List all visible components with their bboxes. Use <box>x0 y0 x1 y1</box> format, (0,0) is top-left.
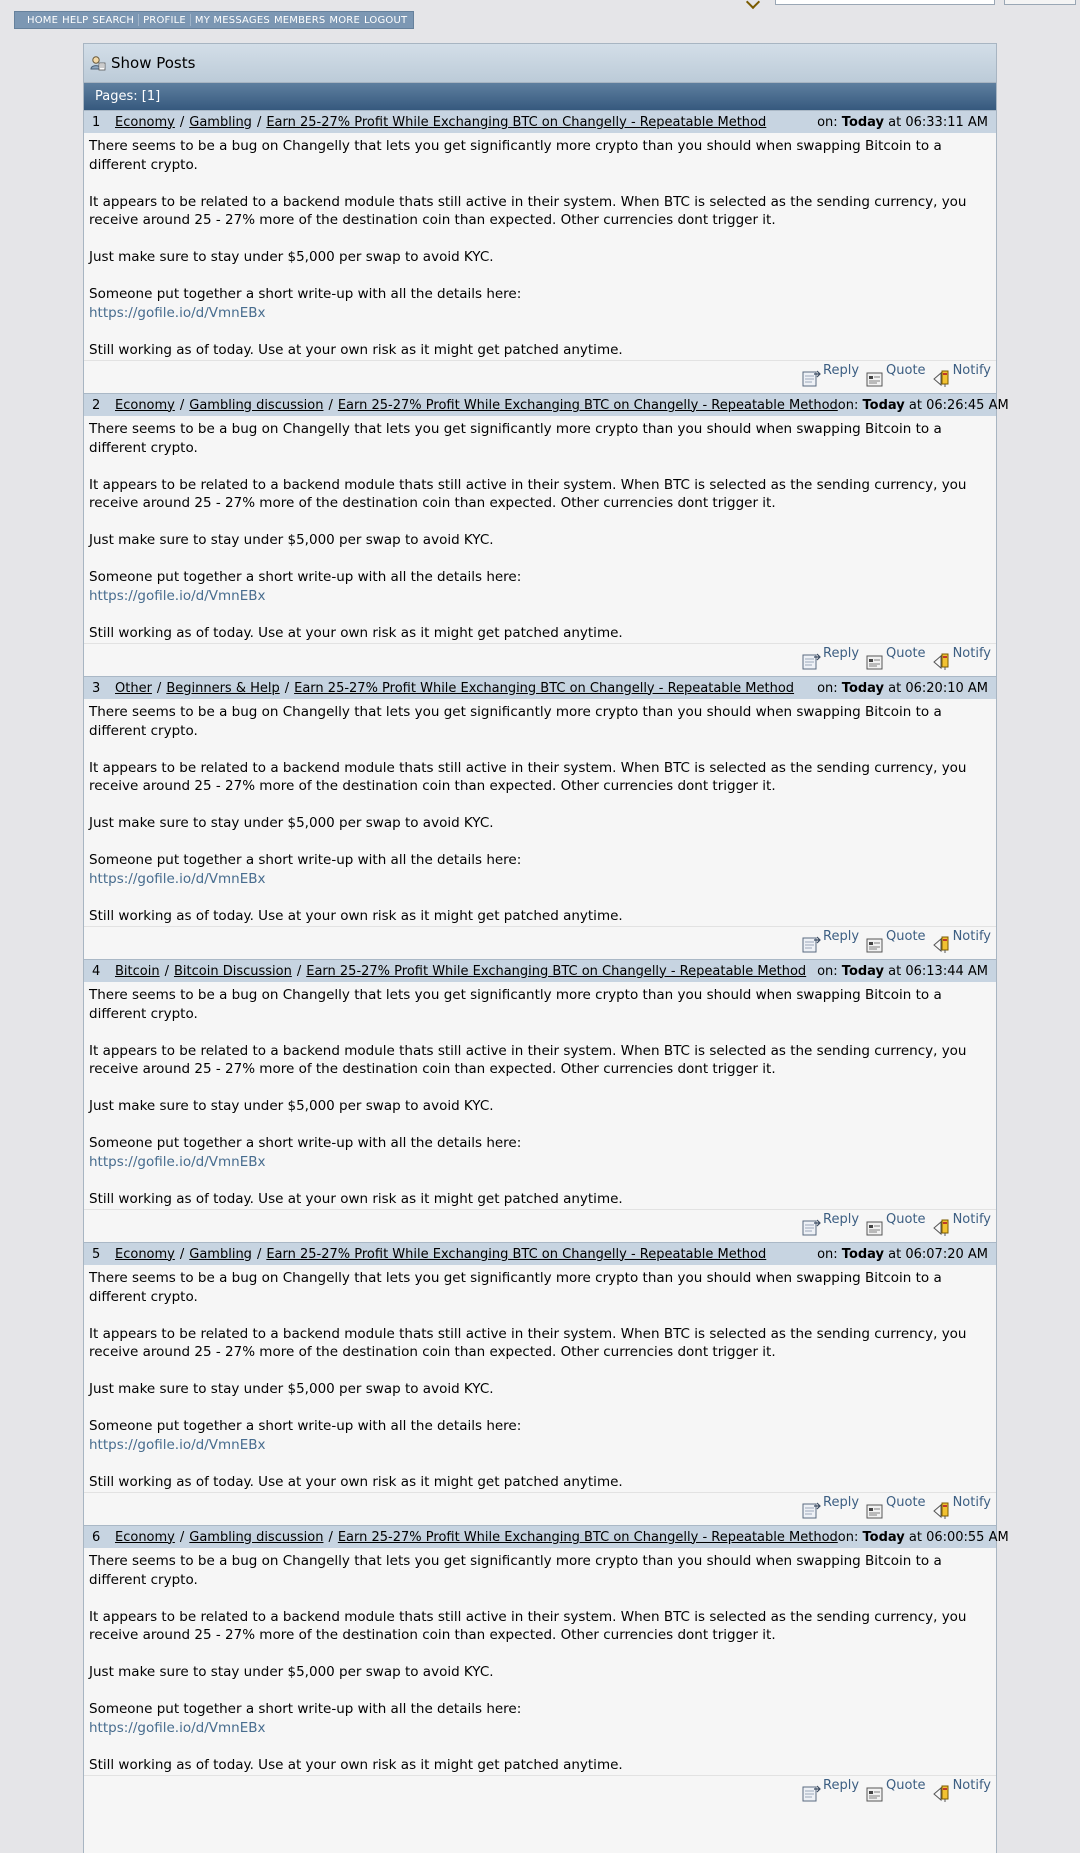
board-link[interactable]: Economy <box>115 1529 175 1545</box>
quote-button[interactable] <box>865 363 926 387</box>
date-time: at 06:07:20 AM <box>888 1246 988 1262</box>
date-day: Today <box>862 1529 905 1545</box>
post-paragraph: Still working as of today. Use at your own risk as it might get patched anytime. <box>89 907 623 924</box>
quote-icon <box>865 652 885 670</box>
child-board-link[interactable]: Gambling discussion <box>189 397 324 413</box>
post-paragraph: Just make sure to stay under $5,000 per swap to avoid KYC. <box>89 815 494 831</box>
date-day: Today <box>862 397 905 413</box>
date-time: at 06:00:55 AM <box>908 1529 1009 1545</box>
topic-link[interactable]: Earn 25-27% Profit While Exchanging BTC on Changelly - Repeatable Method <box>306 963 807 979</box>
child-board-link[interactable]: Bitcoin Discussion <box>173 963 292 979</box>
notify-icon <box>932 1501 952 1519</box>
post-actions <box>84 1492 996 1525</box>
quote-label: Quote <box>886 929 926 944</box>
post-link-intro: Someone put together a short write-up with all the details here: <box>89 1135 522 1151</box>
breadcrumb-separator: / <box>179 114 185 130</box>
quote-label: Quote <box>886 646 926 661</box>
post-header <box>84 1525 1009 1548</box>
post-paragraph <box>89 1700 991 1737</box>
post-number: 1 <box>92 114 101 130</box>
date-day: Today <box>841 114 885 130</box>
post <box>84 959 996 1242</box>
post-paragraph: Just make sure to stay under $5,000 per swap to avoid KYC. <box>89 532 494 548</box>
panel-header <box>84 44 996 83</box>
date-day: Today <box>841 1246 885 1262</box>
reply-icon <box>802 652 822 670</box>
board-link[interactable]: Bitcoin <box>115 963 160 979</box>
quote-icon <box>865 1784 885 1802</box>
reply-button[interactable] <box>802 1212 860 1236</box>
date-prefix: on: <box>817 114 838 130</box>
topic-link[interactable]: Earn 25-27% Profit While Exchanging BTC on Changelly - Repeatable Method <box>337 397 838 413</box>
reply-label: Reply <box>823 1212 860 1227</box>
quote-button[interactable] <box>865 646 926 670</box>
reply-icon <box>802 369 822 387</box>
post-paragraph: Still working as of today. Use at your own risk as it might get patched anytime. <box>89 624 623 641</box>
post-actions <box>84 1209 996 1242</box>
user-posts-icon <box>90 55 106 71</box>
date-time: at 06:20:10 AM <box>888 680 988 696</box>
post-number: 2 <box>92 397 101 413</box>
post-paragraph: There seems to be a bug on Changelly that lets you get significantly more crypto than you should when swapping Bitcoin to a different crypto. <box>89 138 942 173</box>
breadcrumb-separator: / <box>179 1246 185 1262</box>
post-paragraph: Still working as of today. Use at your own risk as it might get patched anytime. <box>89 1756 623 1773</box>
date-time: at 06:13:44 AM <box>888 963 988 979</box>
post-link-intro: Someone put together a short write-up with all the details here: <box>89 1418 522 1434</box>
notify-icon <box>932 1218 952 1236</box>
post-paragraph <box>89 1134 991 1171</box>
posts-panel <box>83 43 1009 1853</box>
external-link[interactable]: https://gofile.io/d/VmnEBx <box>89 1153 266 1170</box>
post-paragraph: It appears to be related to a backend module thats still active in their system. When BTC is selected as the sending currency, you receive around 25 - 27% more of the destination coin than expected. Other currencies dont trigger it. <box>89 759 967 794</box>
checkmark-icon <box>746 0 760 9</box>
menu-divider <box>138 14 139 26</box>
post-date <box>838 398 1009 413</box>
post-paragraph: There seems to be a bug on Changelly that lets you get significantly more crypto than you should when swapping Bitcoin to a different crypto. <box>89 987 942 1022</box>
topic-link[interactable]: Earn 25-27% Profit While Exchanging BTC on Changelly - Repeatable Method <box>294 680 795 696</box>
post-body <box>84 699 996 926</box>
post-header <box>84 676 996 699</box>
quote-button[interactable] <box>865 1212 926 1236</box>
topic-link[interactable]: Earn 25-27% Profit While Exchanging BTC on Changelly - Repeatable Method <box>266 1246 767 1262</box>
date-prefix: on: <box>837 1529 859 1545</box>
breadcrumb-separator: / <box>179 397 185 413</box>
post <box>84 393 1009 676</box>
reply-button[interactable] <box>802 929 860 953</box>
notify-label: Notify <box>952 363 991 378</box>
pagination-bar <box>84 83 996 110</box>
breadcrumb-separator: / <box>256 1246 262 1262</box>
menu-more[interactable]: MORE <box>329 14 360 26</box>
notify-icon <box>932 935 952 953</box>
menu-members[interactable]: MEMBERS <box>273 14 326 26</box>
external-link[interactable]: https://gofile.io/d/VmnEBx <box>89 1436 266 1453</box>
reply-label: Reply <box>823 929 860 944</box>
reply-label: Reply <box>823 363 860 378</box>
notify-icon <box>932 369 952 387</box>
reply-label: Reply <box>823 646 860 661</box>
reply-icon <box>802 1218 822 1236</box>
main-menu <box>14 11 414 29</box>
post-paragraph: It appears to be related to a backend module thats still active in their system. When BTC is selected as the sending currency, you receive around 25 - 27% more of the destination coin than expected. Other currencies dont trigger it. <box>89 476 967 511</box>
post-paragraph: Just make sure to stay under $5,000 per swap to avoid KYC. <box>89 1381 494 1397</box>
menu-search[interactable]: SEARCH <box>92 14 135 26</box>
notify-button[interactable] <box>932 1212 991 1236</box>
menu-my-messages[interactable]: MY MESSAGES <box>194 14 270 26</box>
page-title: Show Posts <box>111 54 196 72</box>
date-day: Today <box>841 963 885 979</box>
post-date <box>817 115 988 130</box>
date-day: Today <box>841 680 885 696</box>
child-board-link[interactable]: Gambling <box>189 1246 252 1262</box>
notify-label: Notify <box>952 1212 991 1227</box>
post <box>84 1525 1009 1808</box>
post-actions <box>84 1775 996 1808</box>
quote-label: Quote <box>886 1778 926 1793</box>
topic-link[interactable]: Earn 25-27% Profit While Exchanging BTC on Changelly - Repeatable Method <box>266 114 767 130</box>
menu-divider <box>190 14 191 26</box>
menu-logout[interactable]: LOGOUT <box>363 14 408 26</box>
post-body <box>84 133 996 360</box>
post-paragraph: There seems to be a bug on Changelly that lets you get significantly more crypto than you should when swapping Bitcoin to a different crypto. <box>89 1553 942 1588</box>
reply-icon <box>802 935 822 953</box>
post-date <box>817 1247 988 1262</box>
post-body <box>84 982 996 1209</box>
quote-label: Quote <box>886 1212 926 1227</box>
breadcrumb-separator: / <box>256 114 262 130</box>
post-paragraph: It appears to be related to a backend module thats still active in their system. When BTC is selected as the sending currency, you receive around 25 - 27% more of the destination coin than expected. Other currencies dont trigger it. <box>89 1325 967 1360</box>
quote-label: Quote <box>886 1495 926 1510</box>
notify-icon <box>932 652 952 670</box>
post-header <box>84 959 996 982</box>
topic-link[interactable]: Earn 25-27% Profit While Exchanging BTC on Changelly - Repeatable Method <box>337 1529 838 1545</box>
post-date <box>838 1530 1009 1545</box>
child-board-link[interactable]: Gambling <box>189 114 252 130</box>
post-paragraph <box>89 1417 991 1454</box>
post-paragraph: There seems to be a bug on Changelly that lets you get significantly more crypto than you should when swapping Bitcoin to a different crypto. <box>89 1270 942 1305</box>
quote-button[interactable] <box>865 929 926 953</box>
reply-button[interactable] <box>802 1778 860 1802</box>
reply-label: Reply <box>823 1778 860 1793</box>
post-paragraph <box>89 851 991 888</box>
search-input[interactable] <box>775 0 995 5</box>
post-link-intro: Someone put together a short write-up with all the details here: <box>89 852 522 868</box>
post-header <box>84 393 1009 416</box>
post-link-intro: Someone put together a short write-up with all the details here: <box>89 1701 522 1717</box>
date-prefix: on: <box>817 1246 838 1262</box>
menu-help[interactable]: HELP <box>62 14 89 26</box>
post-number: 6 <box>92 1529 101 1545</box>
post-number: 5 <box>92 1246 101 1262</box>
breadcrumb-separator: / <box>156 680 162 696</box>
post-actions <box>84 926 996 959</box>
breadcrumb-separator: / <box>284 680 290 696</box>
external-link[interactable]: https://gofile.io/d/VmnEBx <box>89 870 266 887</box>
post-paragraph: It appears to be related to a backend module thats still active in their system. When BTC is selected as the sending currency, you receive around 25 - 27% more of the destination coin than expected. Other currencies dont trigger it. <box>89 1042 967 1077</box>
post-paragraph: Still working as of today. Use at your own risk as it might get patched anytime. <box>89 341 623 358</box>
post-paragraph: It appears to be related to a backend module thats still active in their system. When BTC is selected as the sending currency, you receive around 25 - 27% more of the destination coin than expected. Other currencies dont trigger it. <box>89 1608 967 1643</box>
post-paragraph <box>89 568 991 605</box>
post-paragraph: There seems to be a bug on Changelly that lets you get significantly more crypto than you should when swapping Bitcoin to a different crypto. <box>89 421 942 456</box>
post-paragraph: Still working as of today. Use at your own risk as it might get patched anytime. <box>89 1473 623 1490</box>
board-link[interactable]: Economy <box>115 1246 175 1262</box>
post-paragraph: Just make sure to stay under $5,000 per swap to avoid KYC. <box>89 1098 494 1114</box>
menu-profile[interactable]: PROFILE <box>143 14 186 26</box>
child-board-link[interactable]: Beginners & Help <box>166 680 280 696</box>
reply-button[interactable] <box>802 646 860 670</box>
notify-label: Notify <box>952 646 991 661</box>
reply-button[interactable] <box>802 363 860 387</box>
external-link[interactable]: https://gofile.io/d/VmnEBx <box>89 1719 266 1736</box>
quote-button[interactable] <box>865 1778 926 1802</box>
board-link[interactable]: Economy <box>115 397 175 413</box>
post-header <box>84 1242 996 1265</box>
date-time: at 06:33:11 AM <box>888 114 988 130</box>
reply-icon <box>802 1784 822 1802</box>
notify-button[interactable] <box>932 1495 991 1519</box>
quote-icon <box>865 935 885 953</box>
quote-icon <box>865 369 885 387</box>
post-number: 4 <box>92 963 101 979</box>
child-board-link[interactable]: Gambling discussion <box>189 1529 324 1545</box>
post <box>84 1242 996 1525</box>
notify-label: Notify <box>952 1778 991 1793</box>
reply-icon <box>802 1501 822 1519</box>
notify-label: Notify <box>952 1495 991 1510</box>
post-header <box>84 110 996 133</box>
post-actions <box>84 360 996 393</box>
post-paragraph: Still working as of today. Use at your own risk as it might get patched anytime. <box>89 1190 623 1207</box>
notify-icon <box>932 1784 952 1802</box>
post-date <box>817 964 988 979</box>
post-paragraph: It appears to be related to a backend module thats still active in their system. When BTC is selected as the sending currency, you receive around 25 - 27% more of the destination coin than expected. Other currencies dont trigger it. <box>89 193 967 228</box>
pages-label[interactable]: Pages: [1] <box>95 89 161 104</box>
post-body <box>84 1548 996 1775</box>
board-link[interactable]: Other <box>115 680 152 696</box>
notify-button[interactable] <box>932 363 991 387</box>
quote-icon <box>865 1218 885 1236</box>
post-actions <box>84 643 996 676</box>
breadcrumb-separator: / <box>328 397 333 413</box>
external-link[interactable]: https://gofile.io/d/VmnEBx <box>89 304 266 321</box>
post-paragraph: Just make sure to stay under $5,000 per swap to avoid KYC. <box>89 249 494 265</box>
date-time: at 06:26:45 AM <box>908 397 1009 413</box>
breadcrumb-separator: / <box>179 1529 185 1545</box>
breadcrumb-separator: / <box>328 1529 333 1545</box>
top-strip <box>0 0 1080 11</box>
post-number: 3 <box>92 680 101 696</box>
date-prefix: on: <box>817 963 838 979</box>
post-list <box>84 110 1009 1808</box>
reply-label: Reply <box>823 1495 860 1510</box>
post-body <box>84 416 996 643</box>
notify-label: Notify <box>952 929 991 944</box>
quote-icon <box>865 1501 885 1519</box>
post-paragraph: There seems to be a bug on Changelly that lets you get significantly more crypto than you should when swapping Bitcoin to a different crypto. <box>89 704 942 739</box>
search-button[interactable] <box>1004 0 1076 5</box>
notify-button[interactable] <box>932 1778 991 1802</box>
quote-label: Quote <box>886 363 926 378</box>
reply-button[interactable] <box>802 1495 860 1519</box>
board-link[interactable]: Economy <box>115 114 175 130</box>
external-link[interactable]: https://gofile.io/d/VmnEBx <box>89 587 266 604</box>
notify-button[interactable] <box>932 929 991 953</box>
post-paragraph: Just make sure to stay under $5,000 per swap to avoid KYC. <box>89 1664 494 1680</box>
breadcrumb-separator: / <box>296 963 302 979</box>
post <box>84 676 996 959</box>
date-prefix: on: <box>837 397 859 413</box>
post <box>84 110 996 393</box>
menu-home[interactable]: HOME <box>27 14 59 26</box>
post-date <box>817 681 988 696</box>
date-prefix: on: <box>817 680 838 696</box>
quote-button[interactable] <box>865 1495 926 1519</box>
breadcrumb-separator: / <box>164 963 169 979</box>
post-paragraph <box>89 285 991 322</box>
post-link-intro: Someone put together a short write-up with all the details here: <box>89 569 522 585</box>
notify-button[interactable] <box>932 646 991 670</box>
post-link-intro: Someone put together a short write-up with all the details here: <box>89 286 522 302</box>
post-body <box>84 1265 996 1492</box>
